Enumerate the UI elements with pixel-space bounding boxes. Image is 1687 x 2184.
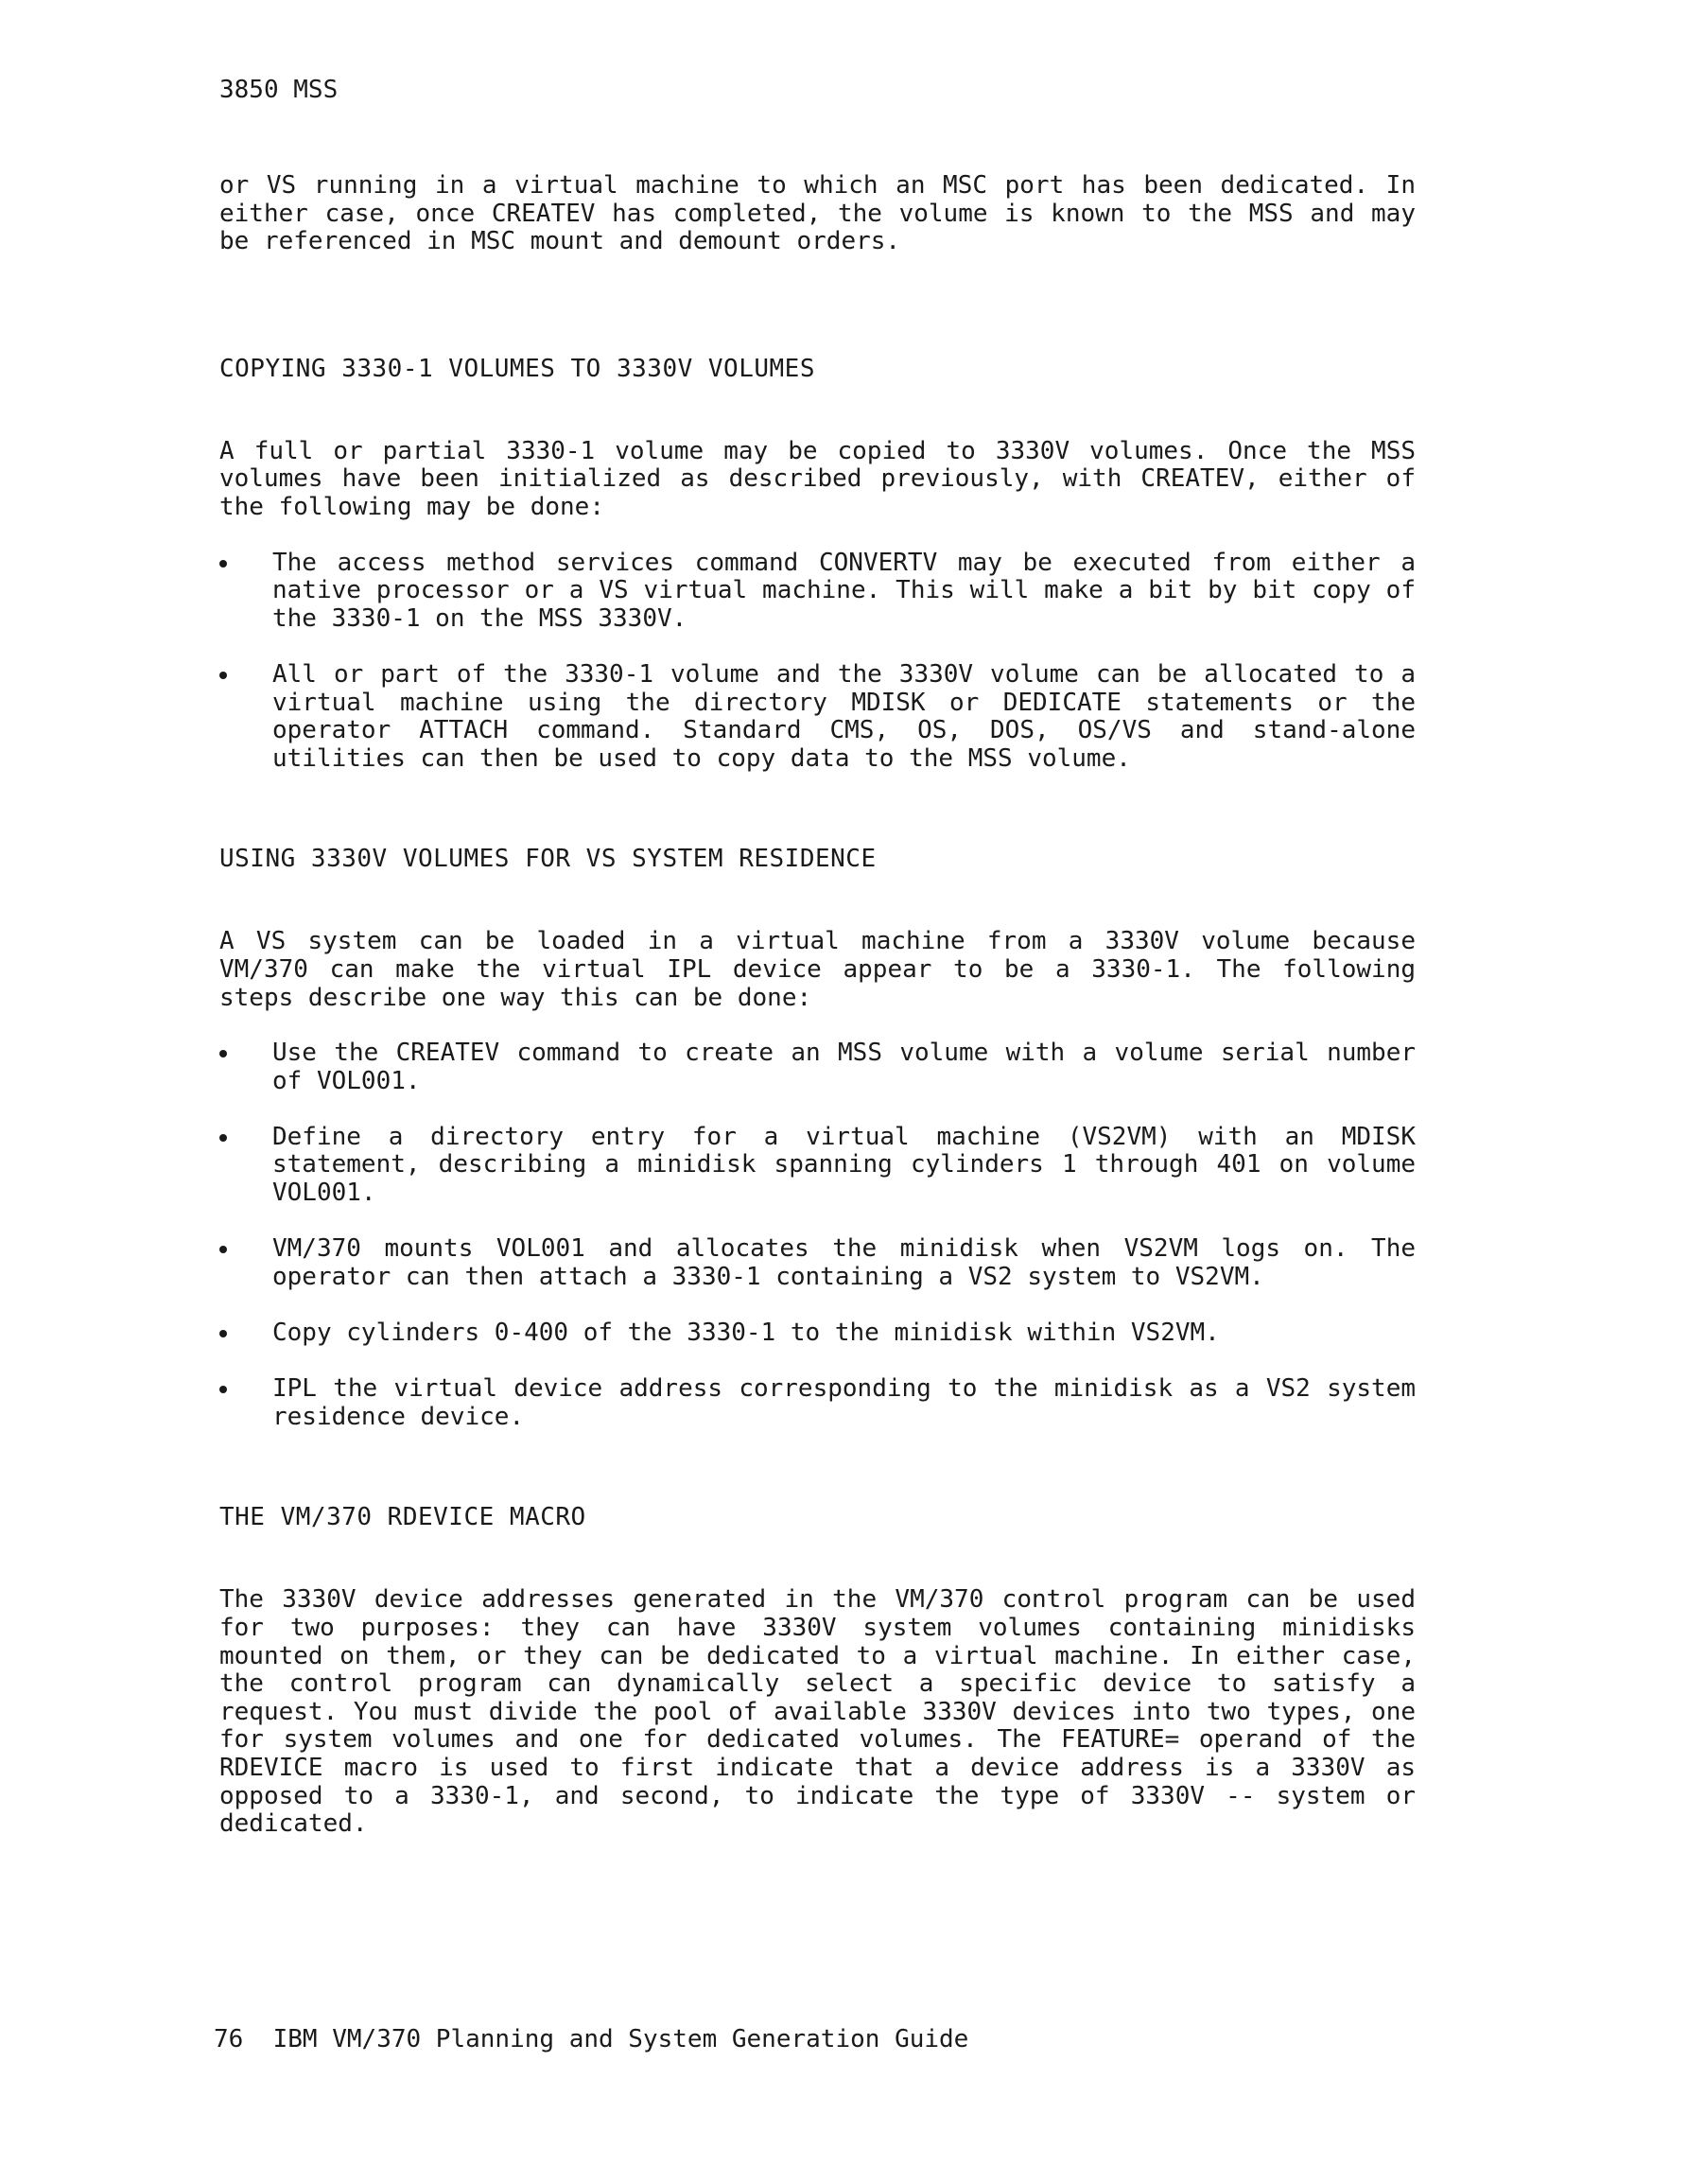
list-item-text: Define a directory entry for a virtual machine (VS2VM) with an MDISK statement, describing a minidisk spanning cylinders 1 through 401 on volume VOL001. bbox=[272, 1122, 1416, 1208]
list-item-text: The access method services command CONVERTV may be executed from either a native processor or a VS virtual machine. This will make a bit by bit copy of the 3330-1 on the MSS 3330V. bbox=[272, 548, 1416, 633]
section-paragraph: A VS system can be loaded in a virtual machine from a 3330V volume because VM/370 can make the virtual IPL device appear to be a 3330-1. The following steps describe one way this can be done: bbox=[219, 927, 1416, 1012]
list-item-text: All or part of the 3330-1 volume and the 3330V volume can be allocated to a virtual machine using the directory MDISK or DEDICATE statements or the operator ATTACH command. Standard CMS, OS, DOS, OS/VS and stand-alone utilities can then be used to copy data to the MSS volume. bbox=[272, 659, 1416, 773]
section-heading-rdevice-macro: THE VM/370 RDEVICE MACRO bbox=[219, 1503, 586, 1532]
list-item-text: IPL the virtual device address corresponding to the minidisk as a VS2 system residence device. bbox=[272, 1374, 1416, 1431]
list-item bbox=[219, 1040, 1416, 1095]
section-heading-system-residence: USING 3330V VOLUMES FOR VS SYSTEM RESIDENCE bbox=[219, 845, 877, 874]
list-item bbox=[219, 1375, 1416, 1431]
bullet-icon bbox=[219, 672, 227, 679]
running-head: 3850 MSS bbox=[219, 76, 339, 104]
bullet-list bbox=[219, 550, 1416, 774]
bullet-icon bbox=[219, 1330, 227, 1337]
list-item-text: Use the CREATEV command to create an MSS volume with a volume serial number of VOL001. bbox=[272, 1039, 1416, 1095]
section-paragraph: The 3330V device addresses generated in the VM/370 control program can be used for two purposes: they can have 3330V system volumes containing minidisks mounted on them, or they can be dedicated to a virtual machine. In either case, the control program can dynamically select a specific device to satisfy a request. You must divide the pool of available 3330V devices into two types, one for system volumes and one for dedicated volumes. The FEATURE= operand of the RDEVICE macro is used to first indicate that a device address is a 3330V as opposed to a 3330-1, and second, to indicate the type of 3330V -- system or dedicated. bbox=[219, 1585, 1416, 1839]
list-item bbox=[219, 661, 1416, 773]
list-item bbox=[219, 1124, 1416, 1208]
list-item bbox=[219, 550, 1416, 634]
page-footer bbox=[214, 2025, 968, 2053]
bullet-icon bbox=[219, 1246, 227, 1253]
bullet-list bbox=[219, 1040, 1416, 1431]
list-item-text: Copy cylinders 0-400 of the 3330-1 to the minidisk within VS2VM. bbox=[272, 1319, 1220, 1348]
list-item-text: VM/370 mounts VOL001 and allocates the minidisk when VS2VM logs on. The operator can then attach a 3330-1 containing a VS2 system to VS2VM. bbox=[272, 1234, 1416, 1291]
footer-title: IBM VM/370 Planning and System Generation Guide bbox=[272, 2025, 969, 2053]
bullet-icon bbox=[219, 1386, 227, 1393]
section-paragraph: A full or partial 3330-1 volume may be copied to 3330V volumes. Once the MSS volumes have been initialized as described previously, with CREATEV, either of the following may be done: bbox=[219, 436, 1416, 521]
bullet-icon bbox=[219, 1050, 227, 1057]
list-item bbox=[219, 1319, 1416, 1348]
section-heading-copying: COPYING 3330-1 VOLUMES TO 3330V VOLUMES bbox=[219, 354, 815, 383]
list-item bbox=[219, 1235, 1416, 1291]
page-number: 76 bbox=[214, 2025, 244, 2053]
bullet-icon bbox=[219, 1134, 227, 1142]
document-page bbox=[219, 76, 1416, 1839]
intro-paragraph: or VS running in a virtual machine to which an MSC port has been dedicated. In either case, once CREATEV has completed, the volume is known to the MSS and may be referenced in MSC mount and demount orders. bbox=[219, 171, 1416, 256]
bullet-icon bbox=[219, 560, 227, 568]
